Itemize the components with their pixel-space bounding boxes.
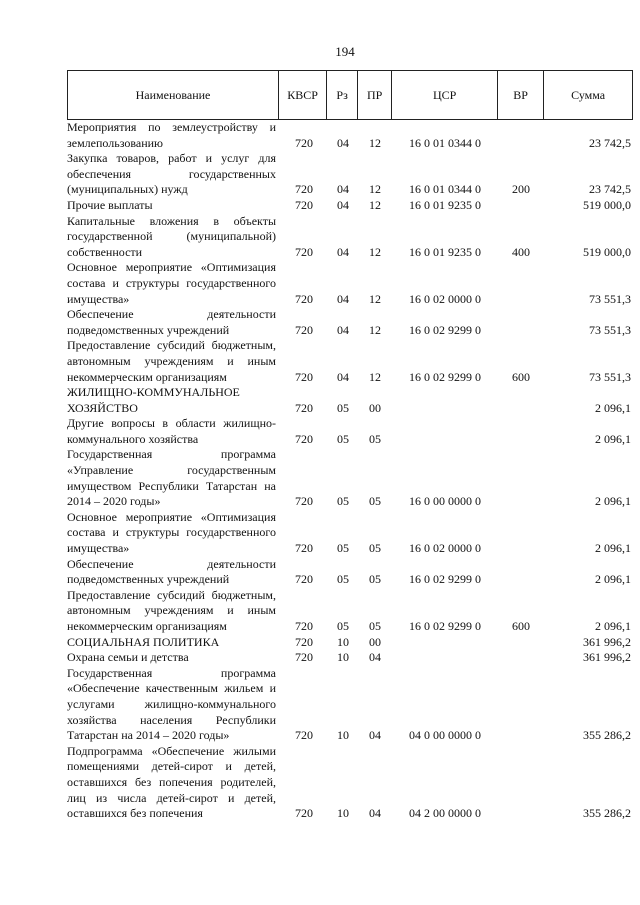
table-row (67, 338, 633, 385)
cell-kvsr: 720 (295, 135, 313, 150)
header-rz: Рз (326, 71, 357, 119)
cell-pr: 00 (369, 400, 381, 415)
table-row (67, 120, 633, 151)
header-csr: ЦСР (391, 71, 497, 119)
cell-sum: 73 551,3 (589, 291, 631, 306)
cell-csr: 16 0 02 0000 0 (409, 291, 481, 306)
cell-vr: 400 (512, 244, 530, 259)
cell-name: Основное мероприятие «Оптимизация состава и структуры государственного имущества» (67, 509, 276, 556)
cell-csr: 16 0 02 9299 0 (409, 572, 481, 587)
cell-pr: 05 (369, 572, 381, 587)
cell-pr: 04 (369, 806, 381, 821)
cell-rz: 04 (337, 369, 349, 384)
cell-pr: 12 (369, 322, 381, 337)
cell-name: Прочие выплаты (67, 197, 153, 212)
cell-kvsr: 720 (295, 650, 313, 665)
table-header (67, 70, 633, 120)
cell-sum: 2 096,1 (595, 400, 631, 415)
table-row (67, 385, 633, 416)
cell-pr: 00 (369, 634, 381, 649)
page-number: 194 (335, 44, 355, 59)
cell-name: СОЦИАЛЬНАЯ ПОЛИТИКА (67, 634, 220, 649)
cell-pr: 12 (369, 135, 381, 150)
cell-pr: 12 (369, 182, 381, 197)
cell-name: Предоставление субсидий бюджетным, автономным учреждениям и иным некоммерческим организациям (67, 587, 276, 633)
cell-kvsr: 720 (295, 806, 313, 821)
cell-name: Основное мероприятие «Оптимизация состава и структуры государственного имущества» (67, 260, 276, 306)
header-name: Наименование (135, 87, 211, 102)
cell-kvsr: 720 (295, 494, 313, 509)
cell-pr: 12 (369, 291, 381, 306)
table-row (67, 214, 633, 261)
cell-sum: 355 286,2 (583, 728, 631, 743)
cell-rz: 05 (337, 494, 349, 509)
cell-kvsr: 720 (295, 572, 313, 587)
cell-csr: 16 0 02 9299 0 (409, 322, 481, 337)
cell-rz: 04 (337, 197, 349, 212)
cell-name: Обеспечение деятельности подведомственных учреждений (67, 556, 276, 587)
cell-name: Мероприятия по землеустройству и землепользованию (67, 120, 276, 150)
cell-name: Капитальные вложения в объекты государственной (муниципальной) собственности (67, 213, 276, 259)
cell-pr: 04 (369, 650, 381, 665)
cell-rz: 04 (337, 291, 349, 306)
cell-kvsr: 720 (295, 619, 313, 633)
table-row (67, 744, 633, 822)
cell-kvsr: 720 (295, 728, 313, 743)
cell-name: Государственная программа «Управление государственным имуществом Республики Татарстан на 2014 – 2020 годы» (67, 447, 276, 509)
cell-rz: 10 (337, 634, 349, 649)
cell-kvsr: 720 (295, 634, 313, 649)
table-row (67, 588, 633, 635)
cell-rz: 10 (337, 728, 349, 743)
cell-csr: 16 0 01 9235 0 (409, 244, 481, 259)
cell-kvsr: 720 (295, 369, 313, 384)
cell-csr: 16 0 01 0344 0 (409, 135, 481, 150)
cell-kvsr: 720 (295, 541, 313, 556)
table-row (67, 198, 633, 214)
cell-rz: 05 (337, 431, 349, 446)
cell-vr: 200 (512, 182, 530, 197)
table-row (67, 650, 633, 666)
cell-rz: 05 (337, 400, 349, 415)
cell-sum: 73 551,3 (589, 369, 631, 384)
header-sum: Сумма (543, 71, 632, 119)
cell-vr: 600 (512, 619, 530, 633)
cell-pr: 12 (369, 197, 381, 212)
cell-sum: 2 096,1 (595, 494, 631, 509)
cell-rz: 05 (337, 619, 349, 633)
cell-csr: 04 0 00 0000 0 (409, 728, 481, 743)
table-row (67, 635, 633, 651)
cell-csr: 16 0 02 0000 0 (409, 541, 481, 556)
cell-rz: 10 (337, 806, 349, 821)
cell-pr: 12 (369, 369, 381, 384)
cell-pr: 05 (369, 619, 381, 633)
cell-csr: 16 0 02 9299 0 (409, 369, 481, 384)
cell-sum: 2 096,1 (595, 619, 631, 633)
table-row (67, 307, 633, 338)
cell-name: Закупка товаров, работ и услуг для обеспечения государственных (муниципальных) нужд (67, 151, 276, 197)
table-row (67, 416, 633, 447)
cell-sum: 519 000,0 (583, 197, 631, 212)
cell-rz: 04 (337, 244, 349, 259)
cell-kvsr: 720 (295, 244, 313, 259)
cell-sum: 23 742,5 (589, 135, 631, 150)
cell-rz: 04 (337, 135, 349, 150)
cell-rz: 05 (337, 541, 349, 556)
budget-table (67, 70, 633, 822)
cell-vr: 600 (512, 369, 530, 384)
cell-kvsr: 720 (295, 322, 313, 337)
cell-kvsr: 720 (295, 182, 313, 197)
cell-sum: 519 000,0 (583, 244, 631, 259)
cell-csr: 04 2 00 0000 0 (409, 806, 481, 821)
cell-sum: 23 742,5 (589, 182, 631, 197)
cell-rz: 04 (337, 182, 349, 197)
header-pr: ПР (357, 71, 392, 119)
cell-name: Подпрограмма «Обеспечение жилыми помещениями детей-сирот и детей, оставшихся без попечения родителей, лиц из числа детей-сирот и детей, оставшихся без попечения (67, 743, 276, 821)
cell-rz: 05 (337, 572, 349, 587)
cell-name: Государственная программа «Обеспечение качественным жильем и услугами жилищно-коммунального хозяйства населения Республики Татарстан на 2014 – 2020 годы» (67, 665, 276, 743)
table-row (67, 260, 633, 307)
cell-kvsr: 720 (295, 431, 313, 446)
table-body (67, 120, 633, 822)
cell-sum: 361 996,2 (583, 650, 631, 665)
cell-sum: 2 096,1 (595, 572, 631, 587)
cell-name: Другие вопросы в области жилищно-коммунального хозяйства (67, 416, 276, 446)
header-vr: ВР (497, 71, 543, 119)
cell-sum: 2 096,1 (595, 431, 631, 446)
cell-csr: 16 0 02 9299 0 (409, 619, 481, 633)
cell-rz: 04 (337, 322, 349, 337)
cell-pr: 05 (369, 541, 381, 556)
header-kvsr: КВСР (278, 71, 326, 119)
table-row (67, 666, 633, 744)
cell-name: Предоставление субсидий бюджетным, автономным учреждениям и иным некоммерческим организациям (67, 338, 276, 384)
cell-csr: 16 0 01 0344 0 (409, 182, 481, 197)
table-row (67, 557, 633, 588)
cell-name: Охрана семьи и детства (67, 650, 189, 665)
cell-csr: 16 0 00 0000 0 (409, 494, 481, 509)
cell-sum: 361 996,2 (583, 634, 631, 649)
table-row (67, 510, 633, 557)
cell-csr: 16 0 01 9235 0 (409, 197, 481, 212)
cell-pr: 05 (369, 494, 381, 509)
cell-kvsr: 720 (295, 197, 313, 212)
cell-pr: 05 (369, 431, 381, 446)
cell-pr: 12 (369, 244, 381, 259)
cell-pr: 04 (369, 728, 381, 743)
cell-sum: 355 286,2 (583, 806, 631, 821)
table-row (67, 151, 633, 198)
cell-kvsr: 720 (295, 291, 313, 306)
table-row (67, 447, 633, 509)
cell-name: ЖИЛИЩНО-КОММУНАЛЬНОЕ ХОЗЯЙСТВО (67, 385, 240, 415)
cell-sum: 2 096,1 (595, 541, 631, 556)
cell-sum: 73 551,3 (589, 322, 631, 337)
cell-kvsr: 720 (295, 400, 313, 415)
cell-rz: 10 (337, 650, 349, 665)
cell-name: Обеспечение деятельности подведомственных учреждений (67, 307, 276, 337)
